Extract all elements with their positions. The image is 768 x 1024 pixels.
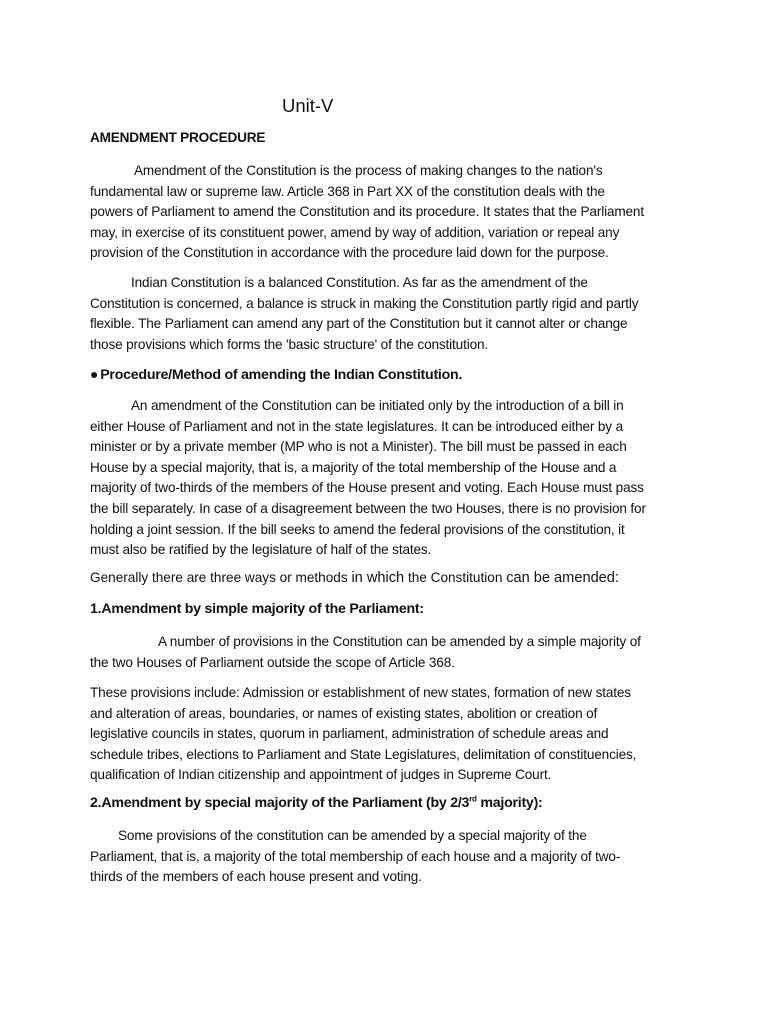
ways-of-amendment-line [90, 570, 619, 586]
section-heading-amendment-procedure: AMENDMENT PROCEDURE [90, 130, 266, 145]
balanced-constitution-paragraph [90, 273, 680, 355]
paragraph-line: may, in exercise of its constituent power, amend by way of addition, variation or repeal any [90, 224, 620, 240]
paragraph-line: the two Houses of Parliament outside the scope of Article 368. [90, 654, 455, 670]
section-2-heading [90, 795, 543, 811]
paragraph-line: Some provisions of the constitution can be amended by a special majority of the [118, 828, 587, 843]
paragraph-line: thirds of the members of each house present and voting. [90, 869, 422, 885]
procedure-paragraph [90, 396, 680, 561]
paragraph-line: Amendment of the Constitution is the process of making changes to the nation's [134, 163, 603, 178]
page-title: Unit-V [282, 95, 334, 116]
section-1-paragraph-1 [90, 632, 680, 673]
paragraph-line: flexible. The Parliament can amend any part of the Constitution but it cannot alter or change [90, 316, 628, 332]
section-1-heading: 1.Amendment by simple majority of the Parliament: [90, 601, 424, 617]
paragraph-line: holding a joint session. If the bill seeks to amend the federal provisions of the constitution, it [90, 521, 625, 537]
paragraph-line: qualification of Indian citizenship and appointment of judges in Supreme Court. [90, 767, 552, 783]
section-1-paragraph-2 [90, 683, 680, 786]
paragraph-line: House by a special majority, that is, a majority of the total membership of the House and a [90, 459, 617, 475]
ways-text-part: Generally there are three ways or methods [90, 570, 352, 585]
ways-text-part: can be amended: [506, 570, 619, 586]
paragraph-line: the bill separately. In case of a disagreement between the two Houses, there is no provision for [90, 500, 646, 516]
paragraph-line: A number of provisions in the Constitution can be amended by a simple majority of [158, 634, 641, 649]
procedure-heading [90, 366, 462, 383]
paragraph-line: These provisions include: Admission or establishment of new states, formation of new states [90, 685, 631, 700]
ways-text-part: in which [351, 570, 405, 586]
superscript-rd: rd [469, 794, 477, 804]
paragraph-line: minister or by a private member (MP who is not a Minister). The bill must be passed in each [90, 439, 627, 455]
section-2-paragraph [90, 826, 680, 888]
paragraph-line: Constitution is concerned, a balance is struck in making the Constitution partly rigid and partly [90, 295, 639, 311]
paragraph-line: An amendment of the Constitution can be initiated only by the introduction of a bill in [131, 398, 624, 413]
ways-text-part: the Constitution [404, 570, 507, 585]
paragraph-line: must also be ratified by the legislature of half of the states. [90, 542, 432, 558]
paragraph-line: Indian Constitution is a balanced Constitution. As far as the amendment of the [131, 275, 588, 290]
paragraph-line: fundamental law or supreme law. Article 368 in Part XX of the constitution deals with the [90, 183, 605, 199]
paragraph-line: Parliament, that is, a majority of the total membership of each house and a majority of two- [90, 848, 621, 864]
bullet-icon: ● [90, 366, 99, 382]
paragraph-line: provision of the Constitution in accordance with the procedure laid down for the purpose. [90, 245, 609, 261]
paragraph-line: those provisions which forms the 'basic structure' of the constitution. [90, 336, 489, 352]
paragraph-line: either House of Parliament and not in the state legislatures. It can be introduced either by a [90, 418, 623, 434]
section-2-heading-text: 2.Amendment by special majority of the Parliament (by 2/3 [90, 795, 470, 811]
procedure-heading-text: Procedure/Method of amending the Indian Constitution. [100, 367, 463, 383]
paragraph-line: and alteration of areas, boundaries, or names of existing states, abolition or creation of [90, 705, 598, 721]
paragraph-line: majority of two-thirds of the members of the House present and voting. Each House must pass [90, 480, 644, 496]
paragraph-line: schedule tribes, elections to Parliament and State Legislatures, delimitation of constituencies, [90, 746, 637, 762]
paragraph-line: legislative councils in states, quorum in parliament, administration of schedule areas and [90, 726, 609, 742]
intro-paragraph [90, 161, 680, 264]
section-2-heading-text-end: majority): [476, 795, 543, 811]
paragraph-line: powers of Parliament to amend the Constitution and its procedure. It states that the Parliament [90, 204, 644, 220]
